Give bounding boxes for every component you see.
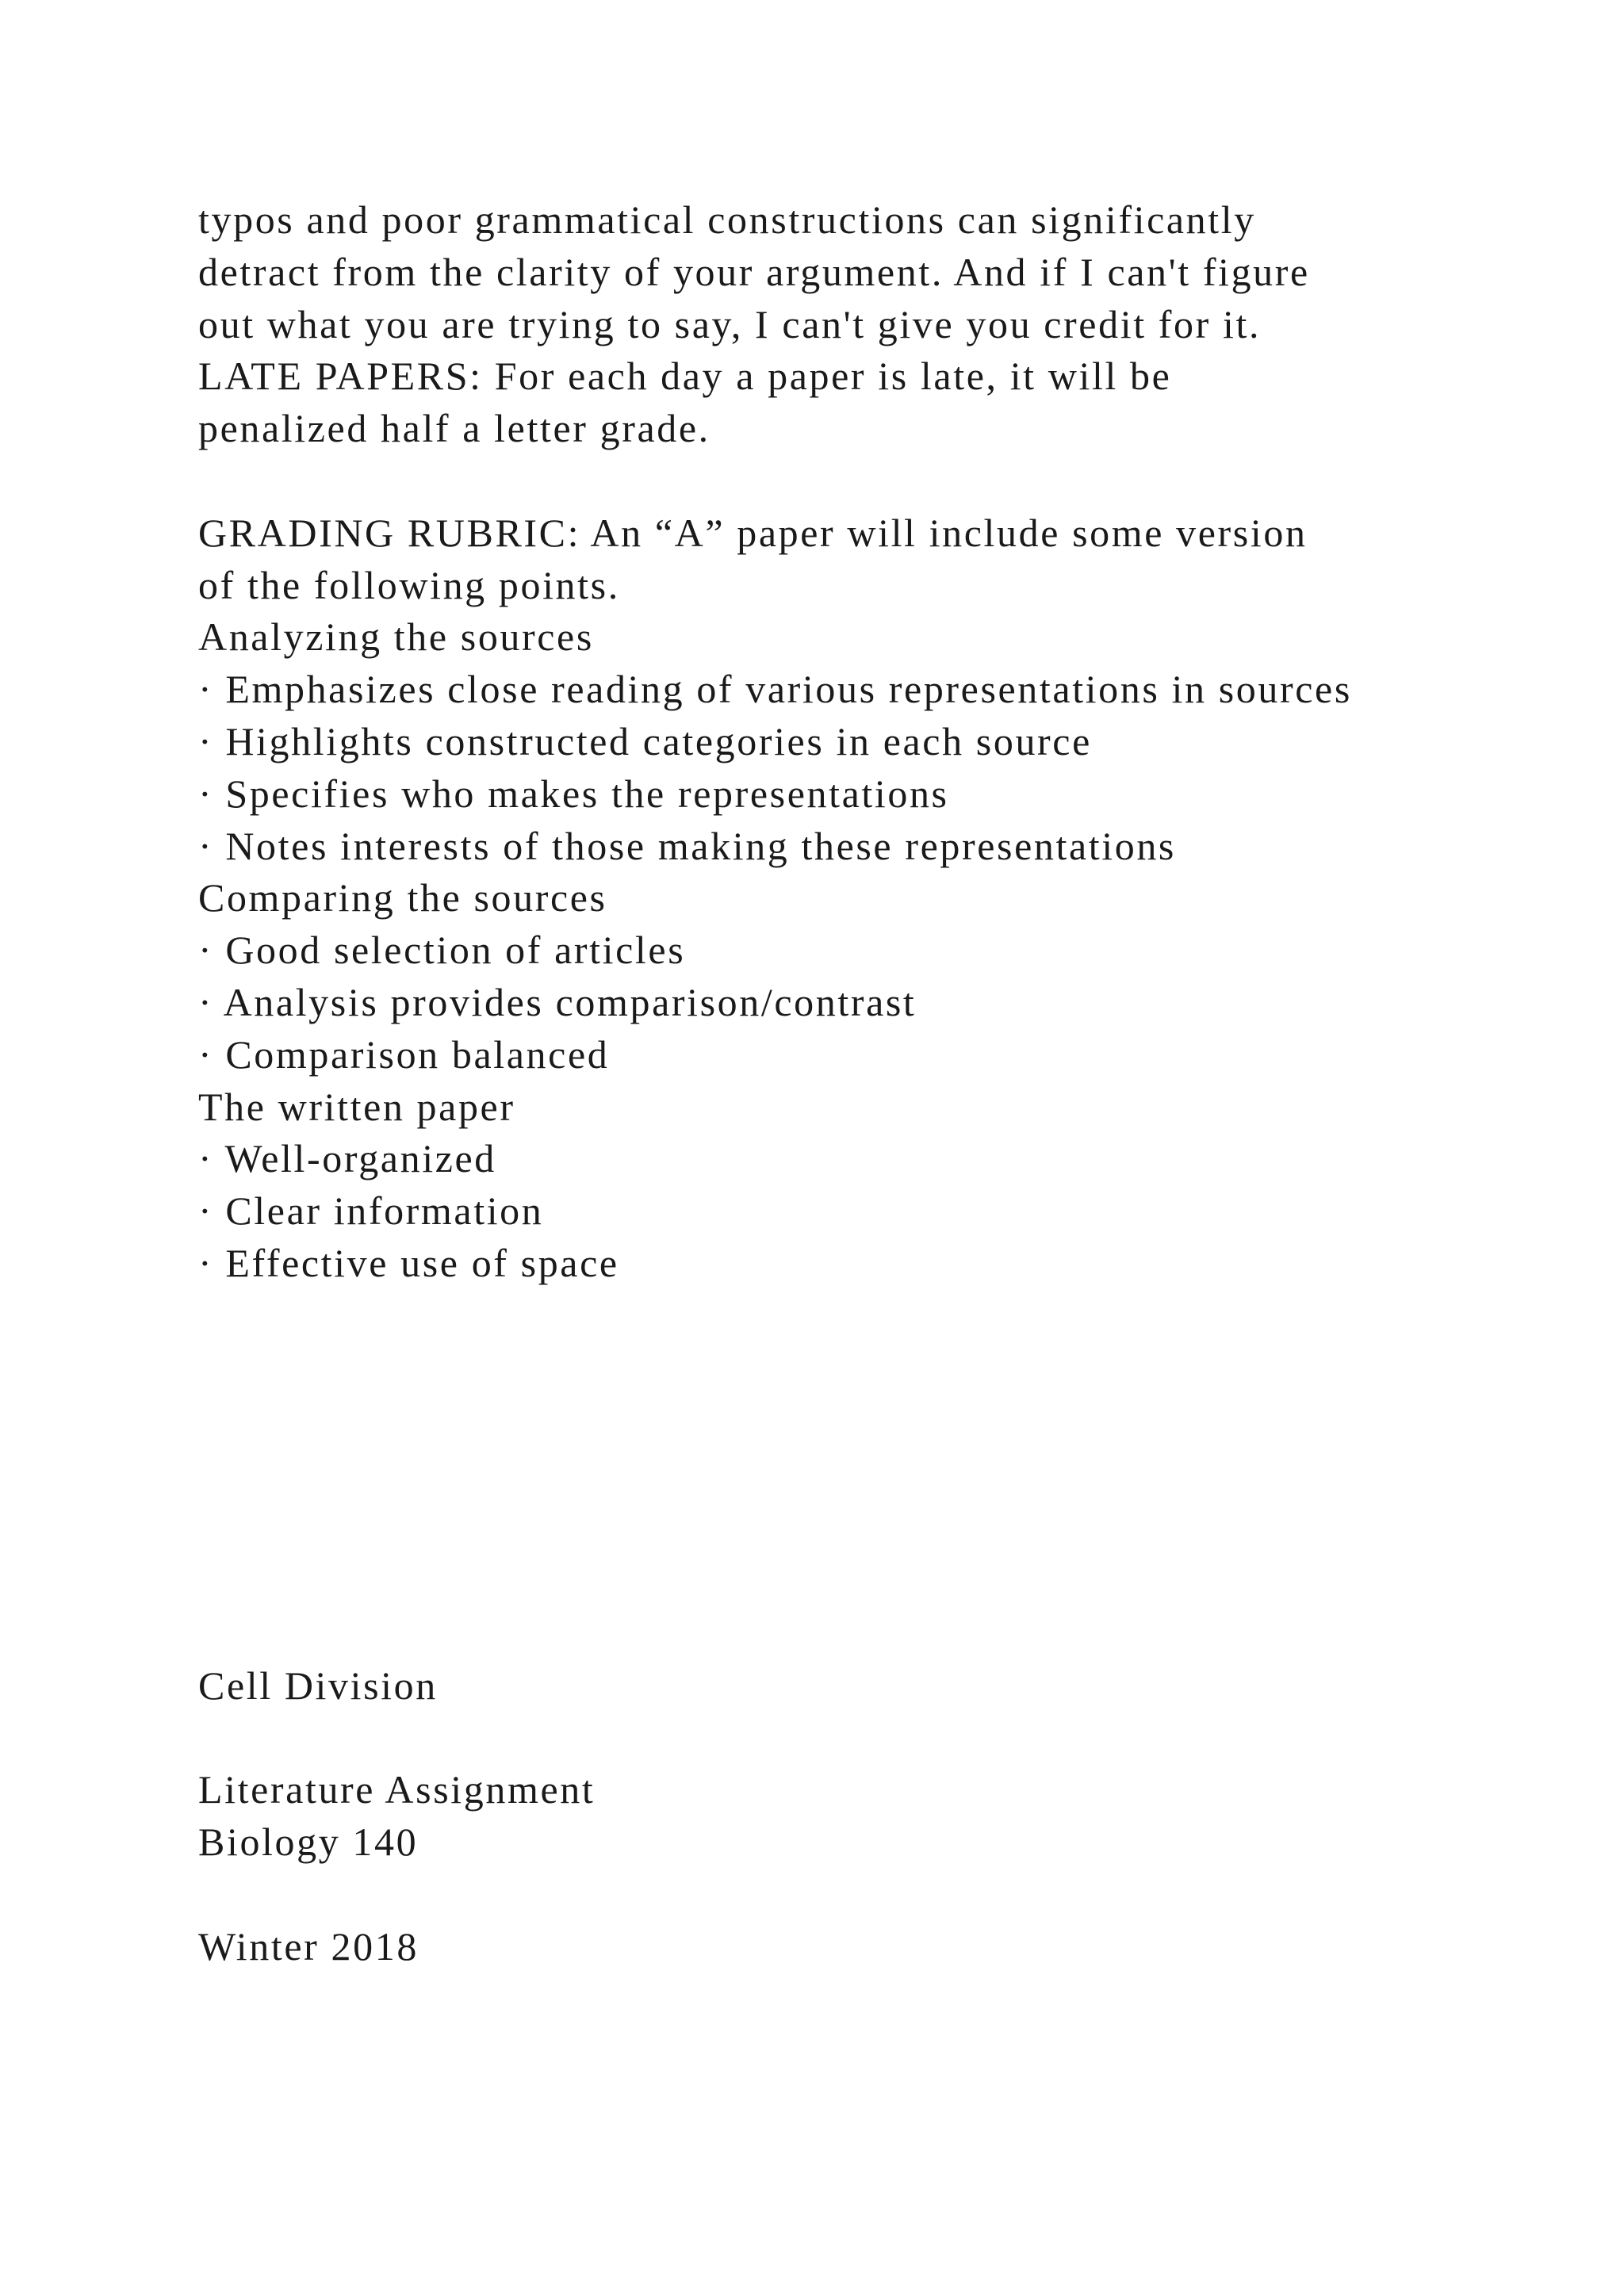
rubric-section-title: Analyzing the sources [198,614,594,660]
rubric-heading: GRADING RUBRIC: An “A” paper will include some version [198,510,1308,555]
late-papers-line: LATE PAPERS: For each day a paper is late, it will be [198,354,1172,399]
rubric-item: · Effective use of space [198,1240,619,1285]
text-line: detract from the clarity of your argument. And if I can't figure [198,249,1310,294]
document-page [198,194,1610,1973]
cover-assignment: Literature Assignment [198,1767,596,1812]
paragraph-gap [198,455,1610,507]
grading-rubric [198,507,1610,1290]
rubric-item: · Comparison balanced [198,1031,610,1077]
intro-paragraph [198,194,1610,455]
rubric-heading: of the following points. [198,562,620,607]
rubric-item: · Specifies who makes the representations [198,771,949,816]
cover-term: Winter 2018 [198,1923,419,1969]
rubric-section-title: The written paper [198,1084,515,1129]
rubric-item: · Emphasizes close reading of various representations in sources [198,667,1352,712]
text-line: out what you are trying to say, I can't give you credit for it. [198,301,1262,346]
rubric-section-written [198,1081,1610,1290]
paragraph-gap [198,1712,1610,1765]
rubric-item: · Analysis provides comparison/contrast [198,979,917,1024]
cover-block [198,1660,1610,1973]
text-line: penalized half a letter grade. [198,406,710,451]
rubric-section-comparing [198,872,1610,1081]
paragraph-gap [198,1869,1610,1921]
text-line: typos and poor grammatical constructions can significantly [198,197,1256,242]
rubric-item: · Highlights constructed categories in each source [198,718,1092,763]
rubric-section-title: Comparing the sources [198,875,607,920]
rubric-section-analyzing [198,611,1610,872]
page-gap [198,1290,1610,1660]
cover-course: Biology 140 [198,1820,419,1865]
cover-title: Cell Division [198,1663,438,1708]
rubric-item: · Well-organized [198,1136,496,1181]
rubric-item: · Good selection of articles [198,928,686,973]
rubric-item: · Notes interests of those making these representations [198,823,1176,868]
rubric-item: · Clear information [198,1188,544,1234]
